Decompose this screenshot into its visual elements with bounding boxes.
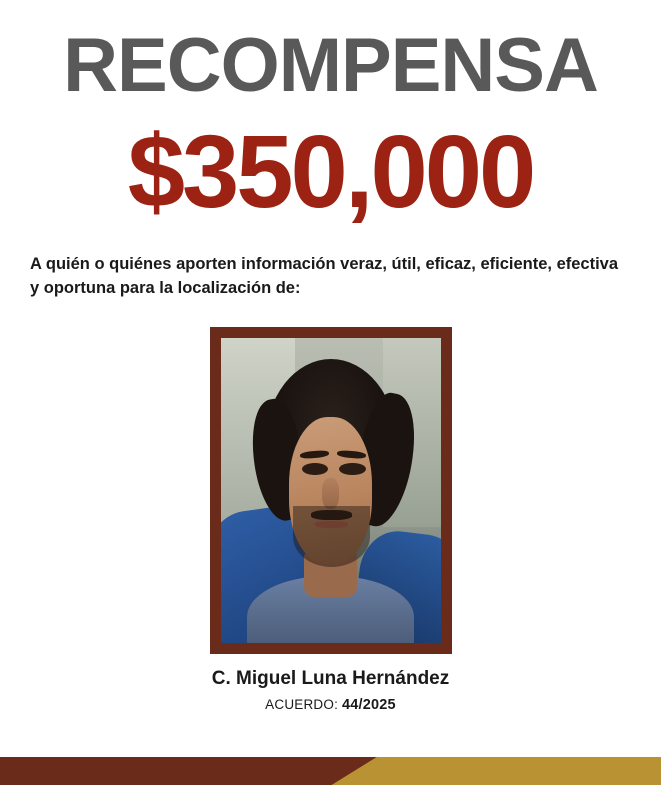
photo-mustache [311, 510, 353, 520]
photo-frame [210, 327, 452, 654]
footer-decoration [0, 751, 661, 785]
photo-nose [322, 478, 340, 509]
person-name: C. Miguel Luna Hernández [211, 667, 450, 689]
agreement-line [0, 697, 661, 713]
agreement-label: ACUERDO: [265, 696, 339, 712]
lead-paragraph: A quién o quiénes aporten información veraz, útil, eficaz, eficiente, efectiva y oportuna para la localización de: [30, 255, 619, 297]
portrait-photo [221, 338, 441, 643]
photo-eye-right [339, 463, 365, 475]
page-title: RECOMPENSA [63, 23, 598, 108]
reward-amount: $350,000 [127, 114, 534, 229]
footer-bar-brown [0, 757, 377, 785]
agreement-number: 44/2025 [341, 696, 396, 713]
photo-mouth [315, 521, 348, 528]
